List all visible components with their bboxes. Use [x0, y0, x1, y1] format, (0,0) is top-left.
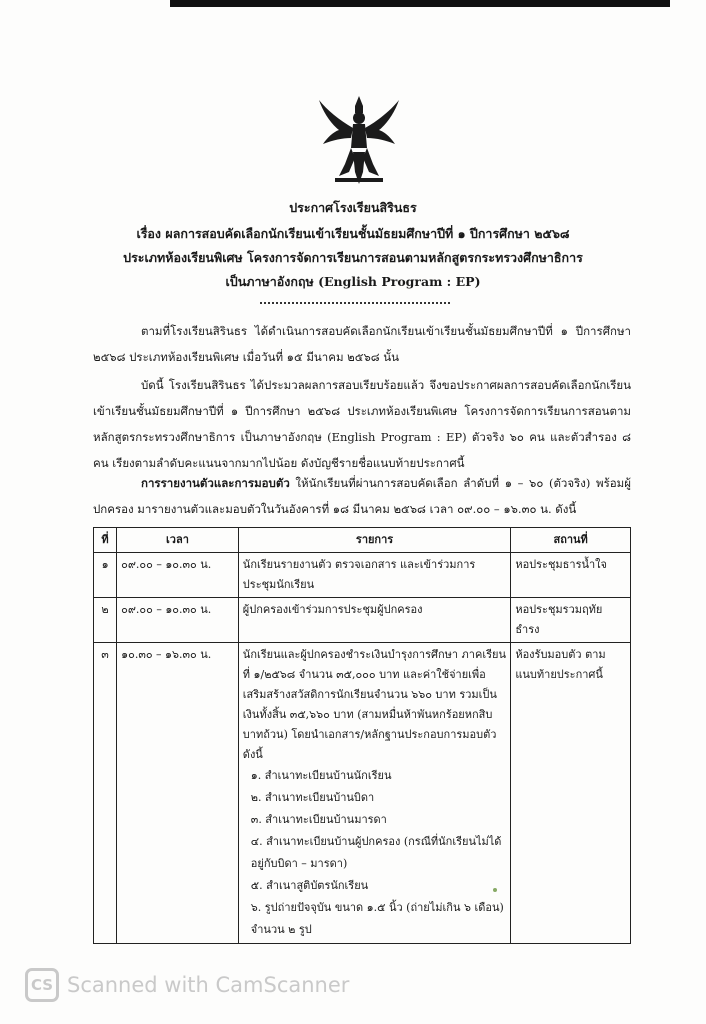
table-row — [94, 598, 631, 643]
reporting-heading: การรายงานตัวและการมอบตัว — [141, 476, 290, 490]
row-item: นักเรียนรายงานตัว ตรวจเอกสาร และเข้าร่วมการประชุมนักเรียน — [238, 553, 511, 598]
row-number: ๓ — [94, 643, 117, 944]
list-item: ๑. สำเนาทะเบียนบ้านนักเรียน — [250, 769, 392, 782]
row-number: ๑ — [94, 553, 117, 598]
scan-edge-bar — [170, 0, 670, 7]
row-item-with-docs — [238, 643, 511, 944]
paragraph-3 — [93, 470, 631, 522]
camscanner-logo-icon: CS — [25, 968, 59, 1002]
list-item: ๔. สำเนาทะเบียนบ้านผู้ปกครอง (กรณีที่นักเรียนไม่ได้อยู่กับบิดา – มารดา) — [250, 835, 502, 870]
table-row — [94, 643, 631, 944]
subject-line-1: เรื่อง ผลการสอบคัดเลือกนักเรียนเข้าเรียนชั้นมัธยมศึกษาปีที่ ๑ ปีการศึกษา ๒๕๖๘ — [136, 226, 570, 241]
row-place: หอประชุมธารน้ำใจ — [511, 553, 631, 598]
col-header-item: รายการ — [238, 528, 511, 553]
row-time: ๑๐.๓๐ – ๑๖.๓๐ น. — [117, 643, 239, 944]
col-header-time: เวลา — [117, 528, 239, 553]
paragraph-2-text: บัดนี้ โรงเรียนสิรินธร ได้ประมวลผลการสอบเรียบร้อยแล้ว จึงขอประกาศผลการสอบคัดเลือกนักเรียนเข้าเรียนชั้นมัธยมศึกษาปีที่ ๑ ปีการศึกษา ๒๕๖๘ ประเภทห้องเรียนพิเศษ โครงการจัดการเรียนการสอนตามหลักสูตรกระทรวงศึกษาธิการ เป็นภาษาอังกฤษ (English Program : EP) ตัวจริง ๖๐ คน และตัวสำรอง ๘ คน เรียงตามลำดับคะแนนจากมากไปน้อย ดังบัญชีรายชื่อแนบท้ายประกาศนี้ — [93, 378, 631, 470]
watermark-text: Scanned with CamScanner — [67, 973, 350, 997]
row-place: ห้องรับมอบตัว ตามแนบท้ายประกาศนี้ — [511, 643, 631, 944]
table-header-row — [94, 528, 631, 553]
paragraph-2 — [93, 372, 631, 476]
row-number: ๒ — [94, 598, 117, 643]
announcement-title: ประกาศโรงเรียนสิรินธร — [289, 200, 417, 215]
list-item: ๕. สำเนาสูติบัตรนักเรียน — [250, 879, 369, 892]
row-place: หอประชุมรวมฤทัยธำรง — [511, 598, 631, 643]
subject-line-3: เป็นภาษาอังกฤษ (English Program : EP) — [225, 274, 481, 289]
col-header-place: สถานที่ — [511, 528, 631, 553]
list-item: ๓. สำเนาทะเบียนบ้านมารดา — [250, 813, 387, 826]
row-time: ๐๙.๐๐ – ๑๐.๓๐ น. — [117, 553, 239, 598]
document-list — [243, 765, 507, 941]
row-item: นักเรียนและผู้ปกครองชำระเงินบำรุงการศึกษา ภาคเรียนที่ ๑/๒๕๖๘ จำนวน ๓๕,๐๐๐ บาท และค่าใช้จ่ายเพื่อเสริมสร้างสวัสดิการนักเรียนจำนวน ๖๖๐ บาท รวมเป็นเงินทั้งสิ้น ๓๕,๖๖๐ บาท (สามหมื่นห้าพันหกร้อยหกสิบบาทถ้วน) โดยนำเอกสาร/หลักฐานประกอบการมอบตัว ดังนี้ — [242, 648, 506, 761]
row-item: ผู้ปกครองเข้าร่วมการประชุมผู้ปกครอง — [238, 598, 511, 643]
paragraph-1 — [93, 318, 631, 370]
garuda-emblem-icon — [309, 92, 409, 187]
list-item: ๖. รูปถ่ายปัจจุบัน ขนาด ๑.๕ นิ้ว (ถ่ายไม่เกิน ๖ เดือน) จำนวน ๒ รูป — [250, 901, 504, 936]
table-row — [94, 553, 631, 598]
paragraph-1-text: ตามที่โรงเรียนสิรินธร ได้ดำเนินการสอบคัดเลือกนักเรียนเข้าเรียนชั้นมัธยมศึกษาปีที่ ๑ ปีการศึกษา ๒๕๖๘ ประเภทห้องเรียนพิเศษ เมื่อวันที่ ๑๕ มีนาคม ๒๕๖๘ นั้น — [93, 324, 631, 364]
col-header-no: ที่ — [94, 528, 117, 553]
paragraph-3-text: ให้นักเรียนที่ผ่านการสอบคัดเลือก ลำดับที่ ๑ – ๖๐ (ตัวจริง) พร้อมผู้ปกครอง มารายงานตัวและมอบตัวในวันอังคารที่ ๑๘ มีนาคม ๒๕๖๘ เวลา ๐๙.๐๐ – ๑๖.๓๐ น. ดังนี้ — [93, 476, 631, 516]
subject-line-2: ประเภทห้องเรียนพิเศษ โครงการจัดการเรียนการสอนตามหลักสูตรกระทรวงศึกษาธิการ — [123, 250, 583, 265]
camscanner-watermark — [25, 965, 349, 1005]
row-time: ๐๙.๐๐ – ๑๐.๓๐ น. — [117, 598, 239, 643]
dotted-divider — [260, 302, 450, 304]
schedule-table — [93, 527, 631, 944]
list-item: ๒. สำเนาทะเบียนบ้านบิดา — [250, 791, 375, 804]
scan-speck — [493, 888, 497, 892]
